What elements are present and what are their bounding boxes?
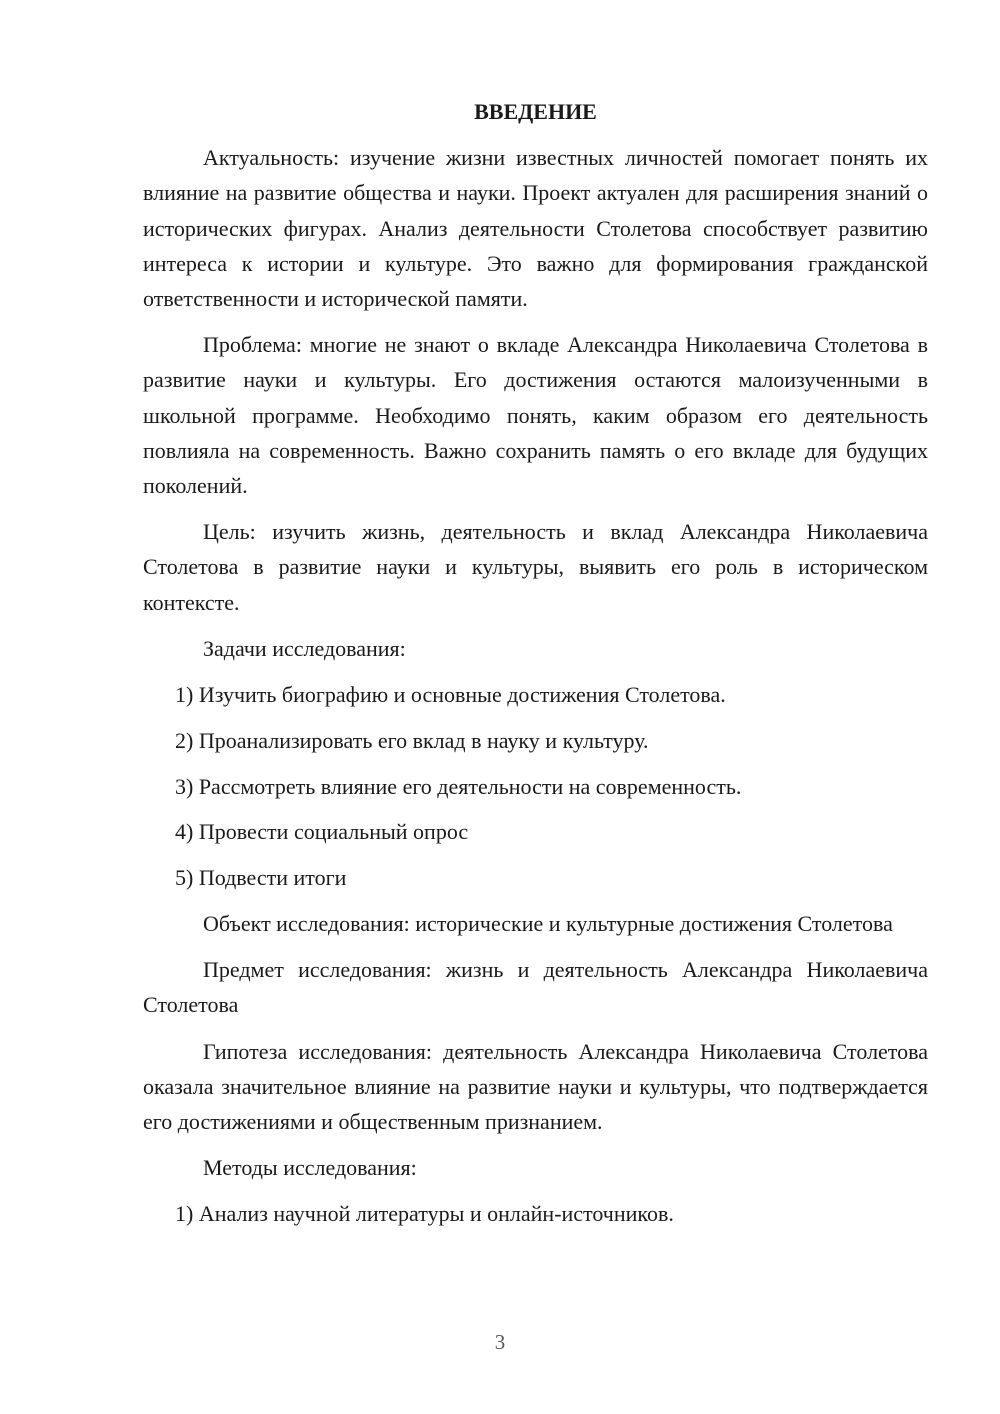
subject-paragraph: Предмет исследования: жизнь и деятельность Александра Николаевича Столетова (143, 957, 928, 1018)
list-item: 4) Провести социальный опрос (175, 819, 469, 845)
list-item: 2) Проанализировать его вклад в науку и культуру. (175, 727, 649, 753)
tasks-heading: Задачи исследования: (203, 635, 406, 661)
list-item: 3) Рассмотреть влияние его деятельности на современность. (175, 773, 742, 799)
relevance-paragraph: Актуальность: изучение жизни известных личностей помогает понять их влияние на развитие общества и науки. Проект актуален для расширения знаний о исторических фигурах. Анализ деятельности Столетова способствует развитию интереса к истории и культуре. Это важно для формирования гражданской ответственности и исторической памяти. (143, 145, 928, 312)
methods-heading: Методы исследования: (203, 1155, 417, 1181)
document-page (143, 94, 928, 1242)
list-item: 1) Анализ научной литературы и онлайн-источников. (175, 1201, 674, 1227)
problem-paragraph: Проблема: многие не знают о вкладе Александра Николаевича Столетова в развитие науки и культуры. Его достижения остаются малоизученными в школьной программе. Необходимо понять, каким образом его деятельность повлияла на современность. Важно сохранить память о его вкладе для будущих поколений. (143, 332, 928, 499)
page-number: 3 (494, 1330, 506, 1354)
hypothesis-paragraph: Гипотеза исследования: деятельность Александра Николаевича Столетова оказала значительное влияние на развитие науки и культуры, что подтверждается его достижениями и общественным признанием. (143, 1038, 928, 1135)
list-item: 5) Подвести итоги (175, 865, 347, 891)
object-paragraph: Объект исследования: исторические и культурные достижения Столетова (203, 911, 893, 937)
list-item: 1) Изучить биографию и основные достижения Столетова. (175, 682, 726, 708)
page-title: ВВЕДЕНИЕ (474, 99, 597, 124)
goal-paragraph: Цель: изучить жизнь, деятельность и вклад Александра Николаевича Столетова в развитие науки и культуры, выявить его роль в историческом контексте. (143, 519, 928, 615)
